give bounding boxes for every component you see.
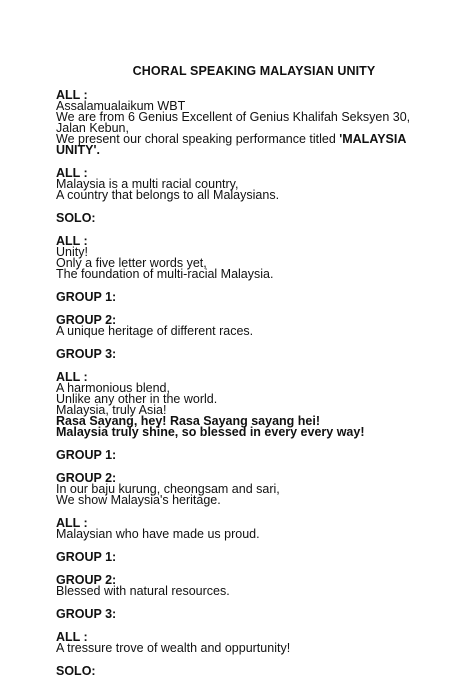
line-emphasis: 'MALAYSIA UNITY'. — [56, 132, 406, 157]
script-line: The foundation of multi-racial Malaysia. — [56, 267, 274, 281]
script-block — [56, 213, 434, 224]
script-block — [56, 168, 434, 201]
speaker-label: GROUP 2: — [56, 573, 117, 587]
script-line: Malaysia, truly Asia! — [56, 403, 167, 417]
script-block — [56, 575, 434, 597]
script-line: A tressure trove of wealth and oppurtunity! — [56, 641, 291, 655]
script-block — [56, 292, 434, 303]
script-block — [56, 349, 434, 360]
script-line: We are from 6 Genius Excellent of Genius Khalifah Seksyen 30, Jalan Kebun, — [56, 110, 411, 135]
script-block — [56, 236, 434, 280]
script-body — [56, 90, 434, 677]
speaker-label: GROUP 3: — [56, 607, 117, 621]
script-block — [56, 666, 434, 677]
script-line: Unlike any other in the world. — [56, 392, 218, 406]
speaker-label: GROUP 1: — [56, 290, 117, 304]
script-line: Malaysian who have made us proud. — [56, 527, 260, 541]
speaker-label: ALL : — [56, 234, 88, 248]
script-block — [56, 632, 434, 654]
document-title: CHORAL SPEAKING MALAYSIAN UNITY — [132, 64, 376, 78]
script-line: We show Malaysia's heritage. — [56, 493, 221, 507]
script-line: A country that belongs to all Malaysians. — [56, 188, 280, 202]
script-line: In our baju kurung, cheongsam and sari, — [56, 482, 280, 496]
speaker-label: SOLO: — [56, 664, 96, 678]
script-block — [56, 609, 434, 620]
script-block — [56, 450, 434, 461]
script-line: A unique heritage of different races. — [56, 324, 254, 338]
script-block — [56, 518, 434, 540]
line-text: We present our choral speaking performance titled — [56, 132, 340, 146]
script-line: Unity! — [56, 245, 88, 259]
speaker-label: ALL : — [56, 370, 88, 384]
script-block — [56, 552, 434, 563]
script-line: A harmonious blend, — [56, 381, 170, 395]
script-line — [56, 134, 434, 156]
script-block — [56, 473, 434, 506]
script-line: Malaysia is a multi racial country, — [56, 177, 239, 191]
speaker-label: ALL : — [56, 166, 88, 180]
script-line: Rasa Sayang, hey! Rasa Sayang sayang hei! — [56, 414, 321, 428]
speaker-label: GROUP 1: — [56, 550, 117, 564]
speaker-label: ALL : — [56, 516, 88, 530]
speaker-label: GROUP 2: — [56, 313, 117, 327]
script-line: Blessed with natural resources. — [56, 584, 230, 598]
script-line: Assalamualaikum WBT — [56, 99, 186, 113]
speaker-label: ALL : — [56, 88, 88, 102]
script-block — [56, 315, 434, 337]
speaker-label: SOLO: — [56, 211, 96, 225]
speaker-label: ALL : — [56, 630, 88, 644]
script-block — [56, 372, 434, 438]
speaker-label: GROUP 3: — [56, 347, 117, 361]
speaker-label: GROUP 1: — [56, 448, 117, 462]
script-line: Only a five letter words yet, — [56, 256, 207, 270]
script-line: Malaysia truly shine, so blessed in every every way! — [56, 425, 365, 439]
speaker-label: GROUP 2: — [56, 471, 117, 485]
script-block — [56, 90, 434, 156]
